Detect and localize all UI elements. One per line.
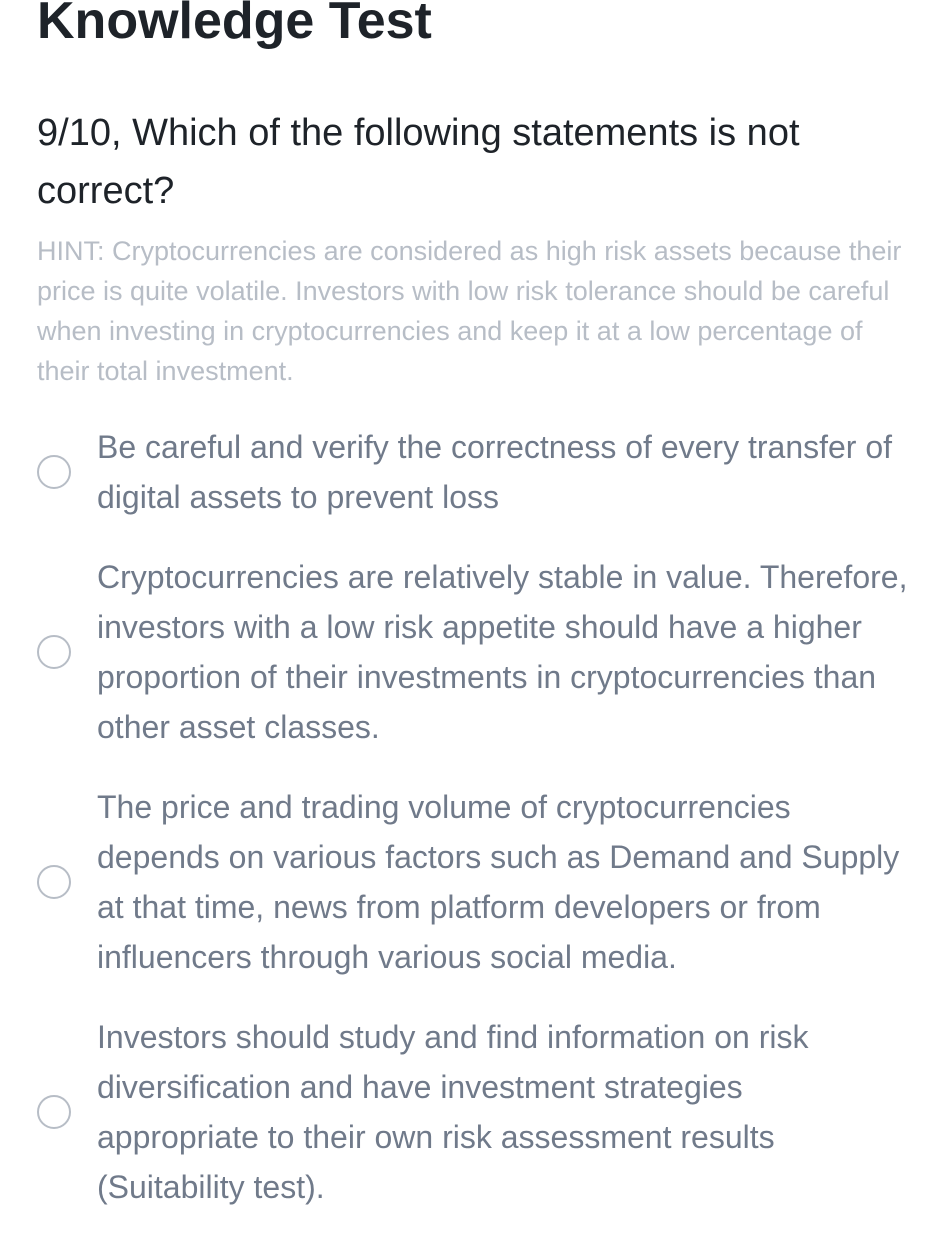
radio-button-icon[interactable]	[37, 1095, 71, 1129]
answer-option-label: Investors should study and find information on risk diversification and have investment strategies appropriate to their own risk assessment results (Suitability test).	[97, 1019, 809, 1205]
answer-option-2[interactable]	[0, 552, 936, 752]
answer-option-label: Cryptocurrencies are relatively stable in value. Therefore, investors with a low risk appetite should have a higher proportion of their investments in cryptocurrencies than other asset classes.	[97, 559, 908, 745]
answer-option-3[interactable]	[0, 782, 936, 982]
answer-option-label: The price and trading volume of cryptocurrencies depends on various factors such as Demand and Supply at that time, news from platform developers or from influencers through various social media.	[97, 789, 900, 975]
radio-button-icon[interactable]	[37, 865, 71, 899]
page-title: Knowledge Test	[37, 0, 432, 50]
question-text: 9/10, Which of the following statements is not correct?	[37, 112, 800, 212]
answer-option-1[interactable]	[0, 422, 936, 522]
question-hint: HINT: Cryptocurrencies are considered as high risk assets because their price is quite volatile. Investors with low risk tolerance should be careful when investing in cryptocurrencies and keep it at a low percentage of their total investment.	[37, 236, 902, 386]
radio-button-icon[interactable]	[37, 455, 71, 489]
answer-option-label: Be careful and verify the correctness of every transfer of digital assets to prevent loss	[97, 429, 893, 515]
radio-button-icon[interactable]	[37, 635, 71, 669]
answer-option-4[interactable]	[0, 1012, 936, 1212]
